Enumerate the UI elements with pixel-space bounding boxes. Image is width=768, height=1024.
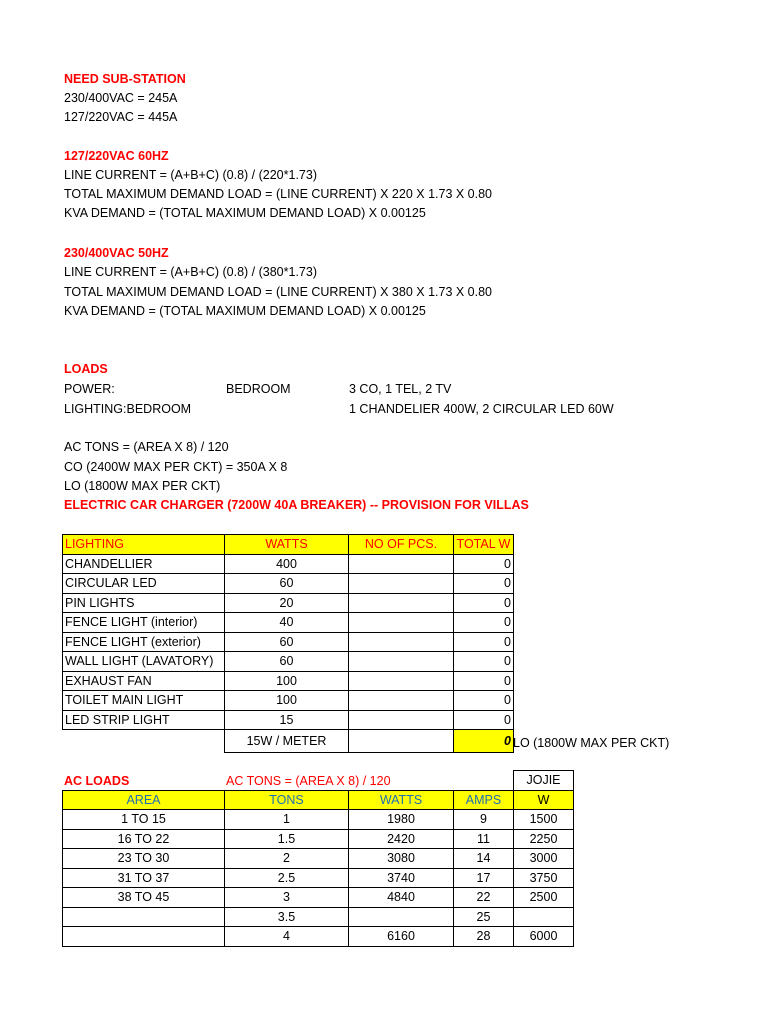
lighting-name: CHANDELLIER	[63, 554, 225, 574]
lighting-total: 0	[454, 710, 514, 730]
table-row	[63, 691, 514, 711]
lighting-pcs-input[interactable]	[349, 691, 454, 711]
lighting-total: 0	[454, 554, 514, 574]
lighting-footer-pcs	[349, 730, 454, 753]
sec127-heading: 127/220VAC 60HZ	[64, 149, 169, 163]
table-row	[63, 829, 574, 849]
ac-tons: 4	[225, 927, 349, 947]
lighting-pcs-input[interactable]	[349, 710, 454, 730]
lighting-watts: 15	[225, 710, 349, 730]
ac-w: 2250	[514, 829, 574, 849]
lighting-watts: 20	[225, 593, 349, 613]
loads-power-room: BEDROOM	[226, 382, 291, 396]
loads-lighting-detail: 1 CHANDELIER 400W, 2 CIRCULAR LED 60W	[349, 402, 614, 416]
ac-tons: 3.5	[225, 907, 349, 927]
ac-w	[514, 907, 574, 927]
lighting-watts: 60	[225, 574, 349, 594]
lighting-total: 0	[454, 574, 514, 594]
lighting-grand-total: 0	[454, 730, 514, 753]
ac-title-spacer	[454, 771, 514, 791]
lighting-watts: 100	[225, 671, 349, 691]
lighting-pcs-input[interactable]	[349, 632, 454, 652]
table-row	[63, 613, 514, 633]
ev-charger-note: ELECTRIC CAR CHARGER (7200W 40A BREAKER) -- PROVISION FOR VILLAS	[64, 498, 529, 512]
lighting-header-watts: WATTS	[225, 535, 349, 555]
lighting-pcs-input[interactable]	[349, 613, 454, 633]
lighting-footer-watts: 15W / METER	[225, 730, 349, 753]
lighting-total: 0	[454, 613, 514, 633]
ac-header-area: AREA	[63, 790, 225, 810]
lighting-pcs-input[interactable]	[349, 593, 454, 613]
loads-power-label: POWER:	[64, 382, 115, 396]
ac-w: 2500	[514, 888, 574, 908]
table-row	[63, 907, 574, 927]
loads-note-co: CO (2400W MAX PER CKT) = 350A X 8	[64, 460, 288, 474]
lighting-footer-note: LO (1800W MAX PER CKT)	[513, 736, 670, 750]
ac-tons: 1	[225, 810, 349, 830]
table-row	[63, 671, 514, 691]
table-row	[63, 927, 574, 947]
ac-loads-table	[62, 770, 574, 947]
sec127-total-demand: TOTAL MAXIMUM DEMAND LOAD = (LINE CURRENT) X 220 X 1.73 X 0.80	[64, 187, 493, 201]
lighting-name: WALL LIGHT (LAVATORY)	[63, 652, 225, 672]
lighting-watts: 400	[225, 554, 349, 574]
ac-area: 23 TO 30	[63, 849, 225, 869]
ac-header-tons: TONS	[225, 790, 349, 810]
loads-heading: LOADS	[64, 362, 108, 376]
ac-jojie-label: JOJIE	[514, 771, 574, 791]
ac-title-spacer	[349, 771, 454, 791]
ac-w: 6000	[514, 927, 574, 947]
lighting-name: LED STRIP LIGHT	[63, 710, 225, 730]
sec127-kva-demand: KVA DEMAND = (TOTAL MAXIMUM DEMAND LOAD) X 0.00125	[64, 206, 426, 220]
sec230-line-current: LINE CURRENT = (A+B+C) (0.8) / (380*1.73)	[64, 265, 317, 279]
ac-amps: 28	[454, 927, 514, 947]
ac-amps: 11	[454, 829, 514, 849]
ac-area: 38 TO 45	[63, 888, 225, 908]
table-row	[63, 554, 514, 574]
ac-tons: 2.5	[225, 868, 349, 888]
lighting-watts: 40	[225, 613, 349, 633]
lighting-watts: 100	[225, 691, 349, 711]
lighting-name: CIRCULAR LED	[63, 574, 225, 594]
table-row	[63, 849, 574, 869]
sec127-line-current: LINE CURRENT = (A+B+C) (0.8) / (220*1.73)	[64, 168, 317, 182]
lighting-watts: 60	[225, 632, 349, 652]
lighting-name: FENCE LIGHT (exterior)	[63, 632, 225, 652]
lighting-footer-empty	[63, 730, 225, 753]
ac-amps: 14	[454, 849, 514, 869]
ac-header-watts: WATTS	[349, 790, 454, 810]
ac-area: 1 TO 15	[63, 810, 225, 830]
ac-header-amps: AMPS	[454, 790, 514, 810]
ac-header-w: W	[514, 790, 574, 810]
table-row	[63, 574, 514, 594]
lighting-pcs-input[interactable]	[349, 554, 454, 574]
sec230-heading: 230/400VAC 50HZ	[64, 246, 169, 260]
ac-watts: 6160	[349, 927, 454, 947]
ac-amps: 9	[454, 810, 514, 830]
table-row	[63, 652, 514, 672]
lighting-pcs-input[interactable]	[349, 671, 454, 691]
ac-header-row	[63, 790, 574, 810]
loads-note-lo: LO (1800W MAX PER CKT)	[64, 479, 221, 493]
ac-amps: 25	[454, 907, 514, 927]
ac-watts	[349, 907, 454, 927]
lighting-pcs-input[interactable]	[349, 652, 454, 672]
lighting-header-row	[63, 535, 514, 555]
ac-watts: 2420	[349, 829, 454, 849]
table-row	[63, 810, 574, 830]
ac-area	[63, 927, 225, 947]
lighting-header-pcs: NO OF PCS.	[349, 535, 454, 555]
lighting-table	[62, 534, 514, 753]
lighting-total: 0	[454, 652, 514, 672]
lighting-watts: 60	[225, 652, 349, 672]
lighting-footer-row	[63, 730, 514, 753]
ac-title-row	[63, 771, 574, 791]
sec230-kva-demand: KVA DEMAND = (TOTAL MAXIMUM DEMAND LOAD) X 0.00125	[64, 304, 426, 318]
lighting-total: 0	[454, 691, 514, 711]
ac-amps: 17	[454, 868, 514, 888]
ac-area: 16 TO 22	[63, 829, 225, 849]
lighting-total: 0	[454, 671, 514, 691]
ac-watts: 3080	[349, 849, 454, 869]
lighting-name: FENCE LIGHT (interior)	[63, 613, 225, 633]
lighting-total: 0	[454, 632, 514, 652]
table-row	[63, 868, 574, 888]
lighting-pcs-input[interactable]	[349, 574, 454, 594]
ac-title-spacer	[63, 771, 225, 791]
substation-line-2: 127/220VAC = 445A	[64, 110, 178, 124]
lighting-name: EXHAUST FAN	[63, 671, 225, 691]
ac-w: 3000	[514, 849, 574, 869]
ac-watts: 4840	[349, 888, 454, 908]
ac-tons: 2	[225, 849, 349, 869]
ac-area	[63, 907, 225, 927]
ac-tons: 3	[225, 888, 349, 908]
ac-tons: 1.5	[225, 829, 349, 849]
ac-w: 3750	[514, 868, 574, 888]
lighting-header-name: LIGHTING	[63, 535, 225, 555]
loads-power-detail: 3 CO, 1 TEL, 2 TV	[349, 382, 452, 396]
substation-line-1: 230/400VAC = 245A	[64, 91, 178, 105]
table-row	[63, 888, 574, 908]
loads-lighting-label: LIGHTING:BEDROOM	[64, 402, 192, 416]
table-row	[63, 710, 514, 730]
sec230-total-demand: TOTAL MAXIMUM DEMAND LOAD = (LINE CURRENT) X 380 X 1.73 X 0.80	[64, 285, 493, 299]
substation-heading: NEED SUB-STATION	[64, 72, 186, 86]
table-row	[63, 632, 514, 652]
ac-loads-title: AC LOADS	[64, 774, 130, 788]
table-row	[63, 593, 514, 613]
ac-watts: 3740	[349, 868, 454, 888]
ac-area: 31 TO 37	[63, 868, 225, 888]
ac-title-spacer	[225, 771, 349, 791]
ac-amps: 22	[454, 888, 514, 908]
ac-watts: 1980	[349, 810, 454, 830]
lighting-total: 0	[454, 593, 514, 613]
ac-loads-formula: AC TONS = (AREA X 8) / 120	[226, 774, 391, 788]
lighting-name: TOILET MAIN LIGHT	[63, 691, 225, 711]
lighting-header-total: TOTAL W	[454, 535, 514, 555]
loads-note-ac-tons: AC TONS = (AREA X 8) / 120	[64, 440, 229, 454]
lighting-name: PIN LIGHTS	[63, 593, 225, 613]
ac-w: 1500	[514, 810, 574, 830]
